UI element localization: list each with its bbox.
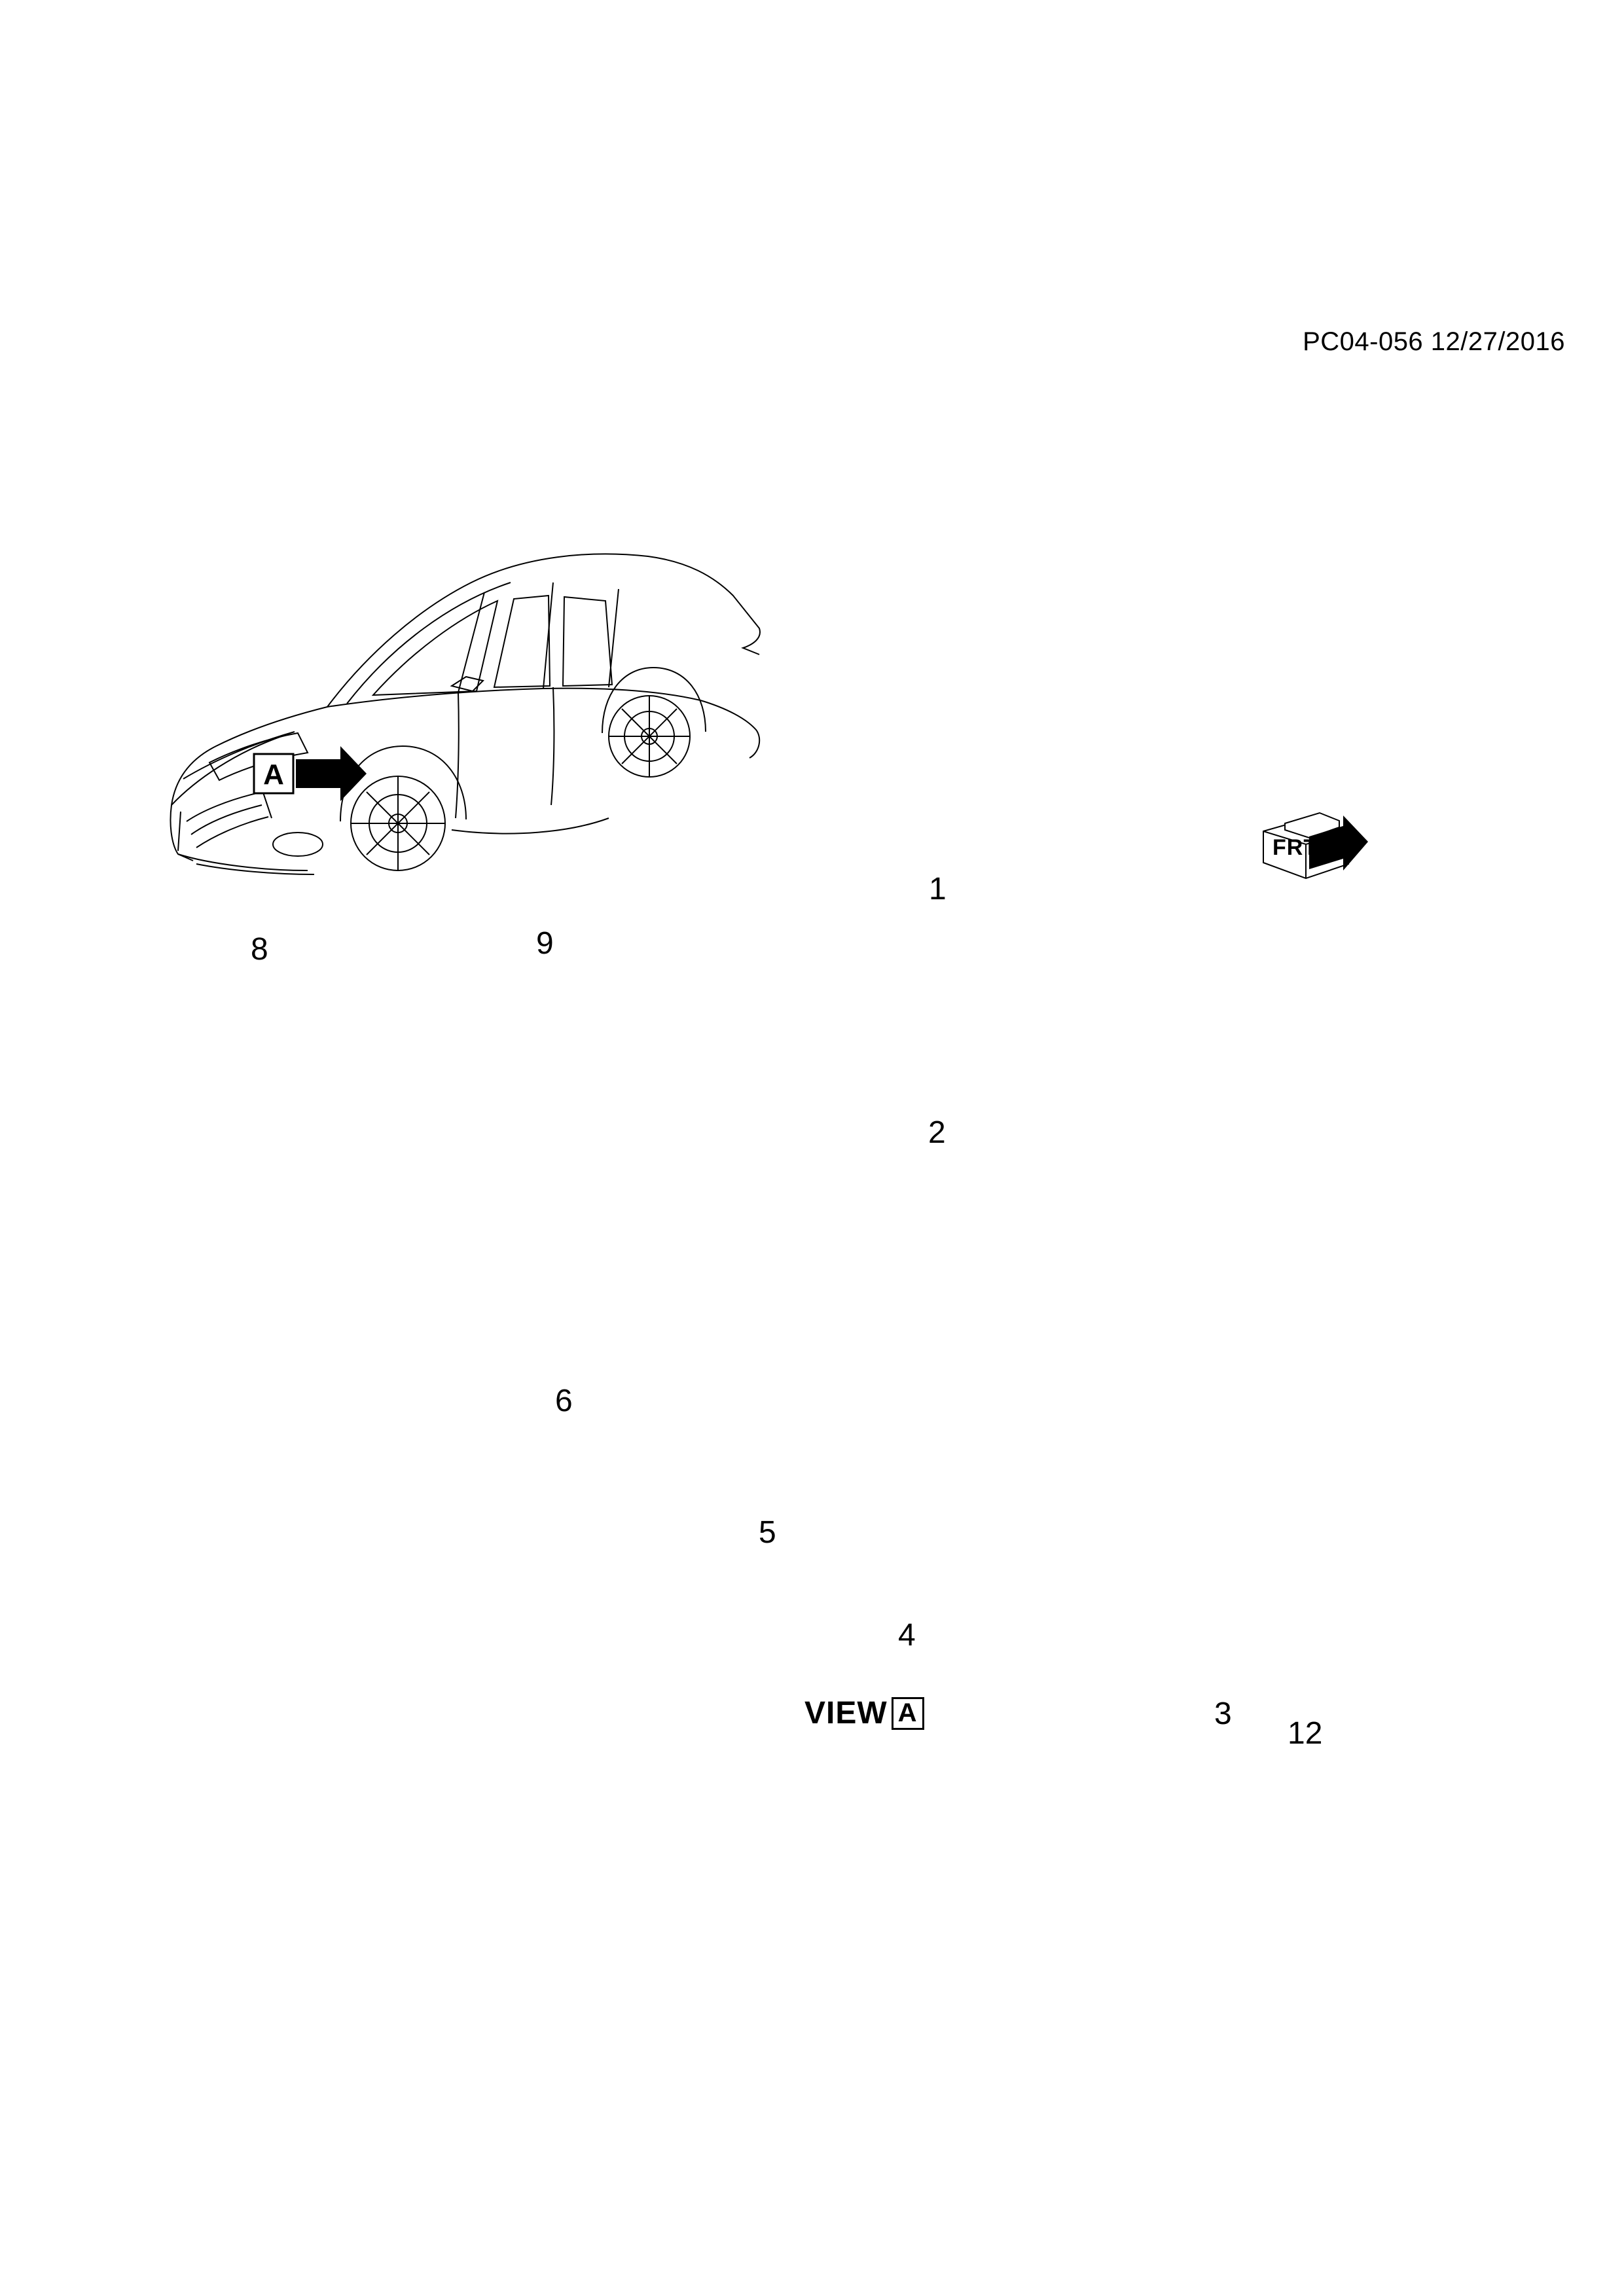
callout-2: 2 [928,1115,946,1150]
vehicle-thumbnail [170,554,760,874]
frt-label: FRT [1272,835,1318,860]
callout-5: 5 [759,1515,776,1550]
view-a-text: VIEW [804,1696,888,1731]
view-a-arrow-on-vehicle [254,746,367,801]
callout-4: 4 [898,1618,916,1653]
view-a-letter: A [892,1697,924,1730]
callout-6: 6 [555,1384,573,1418]
svg-text:A: A [263,759,284,791]
callout-8: 8 [251,932,268,967]
callout-12: 12 [1288,1716,1323,1751]
document-code: PC04-056 12/27/2016 [1303,327,1565,356]
callout-9: 9 [536,926,554,961]
view-a-label [804,1695,924,1731]
callout-1: 1 [929,872,947,906]
callout-3: 3 [1214,1696,1232,1731]
